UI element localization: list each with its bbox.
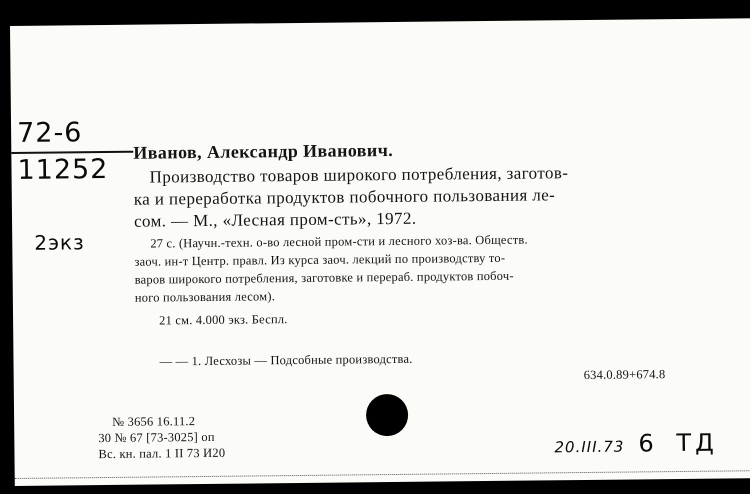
card-bottom-border [15, 470, 750, 479]
card-size-price: 21 см. 4.000 экз. Беспл. [159, 312, 288, 328]
handwritten-check-mark: 6 [638, 429, 655, 458]
handwritten-copies-note: 2экз [34, 230, 85, 255]
card-note-line-4: ного пользования лесом). [134, 289, 276, 305]
card-title-line-3: сом. — М., «Лесная пром-сть», 1972. [133, 208, 417, 231]
card-title-line-2: ка и переработка продуктов побочного пользования ле- [133, 185, 556, 209]
handwritten-call-number-top: 72-6 [16, 117, 83, 149]
card-order-line-1: № 3656 16.11.2 [112, 414, 196, 429]
card-order-line-2: 30 № 67 [73-3025] оп [98, 429, 215, 446]
card-author: Иванов, Александр Иванович. [133, 139, 394, 163]
card-punch-hole [366, 394, 408, 436]
handwritten-call-number-bottom: 11252 [17, 153, 109, 186]
card-note-line-2: заоч. ин-т Центр. правл. Из курса заоч. лекций по производству то- [134, 250, 506, 269]
handwritten-date-note: 20.III.73 [554, 437, 625, 457]
card-title-line-1: Производство товаров широкого потребления, заготов- [149, 163, 569, 187]
card-tracing: — — 1. Лесхозы — Подсобные производства. [159, 351, 413, 369]
card-note-line-3: варов широкого потребления, заготовке и перераб. продуктов побоч- [134, 268, 514, 287]
handwritten-initials: ТД [676, 428, 718, 458]
card-order-line-3: Вс. кн. пал. 1 II 73 И20 [98, 445, 226, 462]
card-classification: 634.0.89+674.8 [583, 367, 666, 383]
catalog-card [10, 18, 750, 486]
card-note-line-1: 27 с. (Научн.-техн. о-во лесной пром-сти и лесного хоз-ва. Обществ. [150, 232, 528, 251]
